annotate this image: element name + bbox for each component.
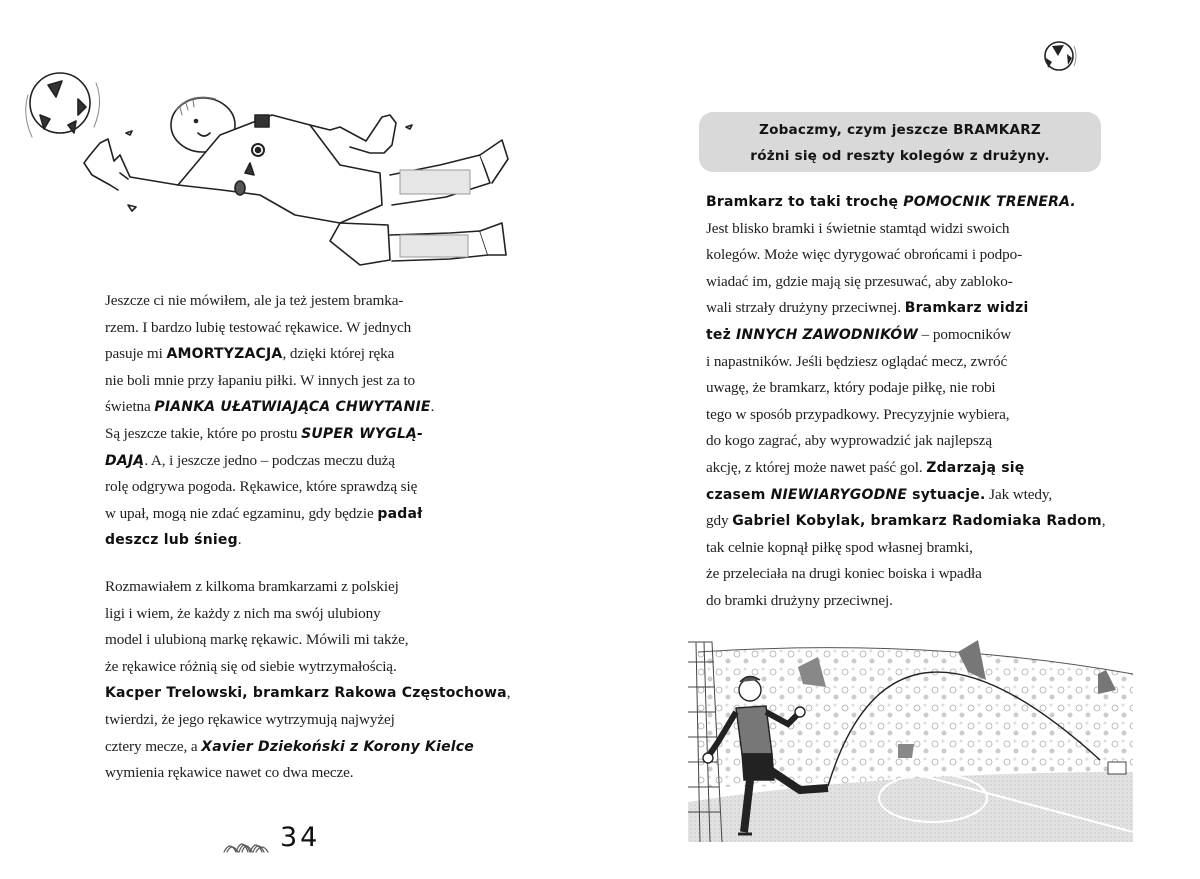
text-line: akcję, z której może nawet paść gol. Zdarzają się: [706, 458, 1025, 476]
body-paragraph-2: [105, 574, 511, 787]
text-line: rolę odgrywa pogoda. Rękawice, które sprawdzą się: [105, 478, 418, 496]
body-paragraph: [706, 189, 1105, 615]
highlight-dziekonski: Xavier Dziekoński z Korony Kielce: [201, 738, 474, 755]
text-line: i napastników. Jeśli będziesz oglądać mecz, zwróć: [706, 352, 1008, 370]
body-paragraph-1: [105, 288, 434, 554]
text-line: ligi i wiem, że każdy z nich ma swój ulubiony: [105, 604, 381, 622]
text-line: DAJĄ. A, i jeszcze jedno – podczas meczu dużą: [105, 451, 395, 469]
text-line: gdy Gabriel Kobylak, bramkarz Radomiaka Radom,: [706, 512, 1106, 530]
highlight-deszcz: deszcz lub śnieg: [105, 532, 238, 549]
highlight-pianka: PIANKA UŁATWIAJĄCA CHWYTANIE: [154, 399, 431, 416]
highlight-trelowski: Kacper Trelowski, bramkarz Rakowa Częstochowa: [105, 685, 507, 702]
text-line: deszcz lub śnieg.: [105, 531, 242, 549]
text-line: świetna PIANKA UŁATWIAJĄCA CHWYTANIE.: [105, 398, 435, 416]
callout-line-1: Zobaczmy, czym jeszcze BRAMKARZ: [759, 122, 1041, 138]
highlight-dajja: DAJĄ: [105, 452, 145, 469]
text-line: do kogo zagrać, aby wyprowadzić jak najlepszą: [706, 432, 993, 450]
text-line: też INNYCH ZAWODNIKÓW – pomocników: [706, 325, 1012, 343]
text-line: Rozmawiałem z kilkoma bramkarzami z polskiej: [105, 578, 399, 595]
highlight-amortyzacja: AMORTYZACJA: [166, 346, 283, 363]
text-line: wymienia rękawice nawet co dwa mecze.: [105, 764, 354, 782]
text-line: Są jeszcze takie, które po prostu SUPER WYGLĄ-: [105, 424, 424, 442]
text-line: cztery mecze, a Xavier Dziekoński z Korony Kielce: [105, 737, 474, 755]
highlight-kobylak: Gabriel Kobylak, bramkarz Radomiaka Radom: [732, 513, 1102, 530]
highlight-pomocnik-trenera: POMOCNIK TRENERA.: [903, 194, 1076, 210]
text-line: Jest blisko bramki i świetnie stamtąd widzi swoich: [706, 219, 1010, 237]
text-line: tak celnie kopnął piłkę spod własnej bramki,: [706, 538, 973, 556]
text-line: model i ulubioną markę rękawic. Mówili mi także,: [105, 631, 409, 649]
text-line: tego w sposób przypadkowy. Precyzyjnie wybiera,: [706, 405, 1010, 423]
highlight-zdarzaja-sie: Zdarzają się: [926, 459, 1025, 476]
soccer-ball-icon: [1042, 38, 1082, 74]
text-line: Kacper Trelowski, bramkarz Rakowa Częstochowa,: [105, 684, 511, 702]
highlight-niewiarygodne: NIEWIARYGODNE: [770, 486, 908, 503]
text-line: rzem. I bardzo lubię testować rękawice. W jednych: [105, 318, 412, 336]
text-line: kolegów. Może więc dyrygować obrońcami i podpo-: [706, 246, 1023, 264]
text-line: Jeszcze ci nie mówiłem, ale ja też jestem bramka-: [105, 292, 404, 309]
callout-box: [699, 112, 1101, 172]
text-line: że przeleciała na drugi koniec boiska i wpadła: [706, 565, 982, 583]
text-line: do bramki drużyny przeciwnej.: [706, 591, 893, 609]
highlight-padal: padał: [377, 505, 423, 522]
highlight-bramkarz-widzi: Bramkarz widzi: [904, 300, 1029, 317]
text-line: wali strzały drużyny przeciwnej. Bramkarz widzi: [706, 299, 1029, 317]
goalkeeper-long-kick-stadium-illustration: [678, 612, 1158, 844]
text-line: nie boli mnie przy łapaniu piłki. W innych jest za to: [105, 371, 416, 389]
text-line: wiadać im, gdzie mają się przesuwać, aby zabloko-: [706, 272, 1013, 290]
text-line: że rękawice różnią się od siebie wytrzymałością.: [105, 657, 397, 675]
highlight-innych-zawodnikow: INNYCH ZAWODNIKÓW: [736, 326, 918, 343]
text-line: w upał, mogą nie zdać egzaminu, gdy będzie padał: [105, 504, 423, 522]
text-line: czasem NIEWIARYGODNE sytuacje. Jak wtedy,: [706, 485, 1053, 503]
diving-goalkeeper-illustration: [10, 55, 550, 285]
text-line: twierdzi, że jego rękawice wytrzymują najwyżej: [105, 710, 395, 728]
page-number: 34: [280, 822, 321, 853]
text-line: Bramkarz to taki trochę POMOCNIK TRENERA.: [706, 194, 1076, 210]
text-line: uwagę, że bramkarz, który podaje piłkę, nie robi: [706, 379, 996, 397]
right-page: [600, 0, 1200, 879]
callout-line-2: różni się od reszty kolegów z drużyny.: [750, 148, 1050, 164]
text-line: pasuje mi AMORTYZACJA, dzięki której ręka: [105, 345, 395, 363]
highlight-super-wygladaja: SUPER WYGLĄ-: [301, 425, 424, 442]
grass-icon: [222, 832, 274, 856]
